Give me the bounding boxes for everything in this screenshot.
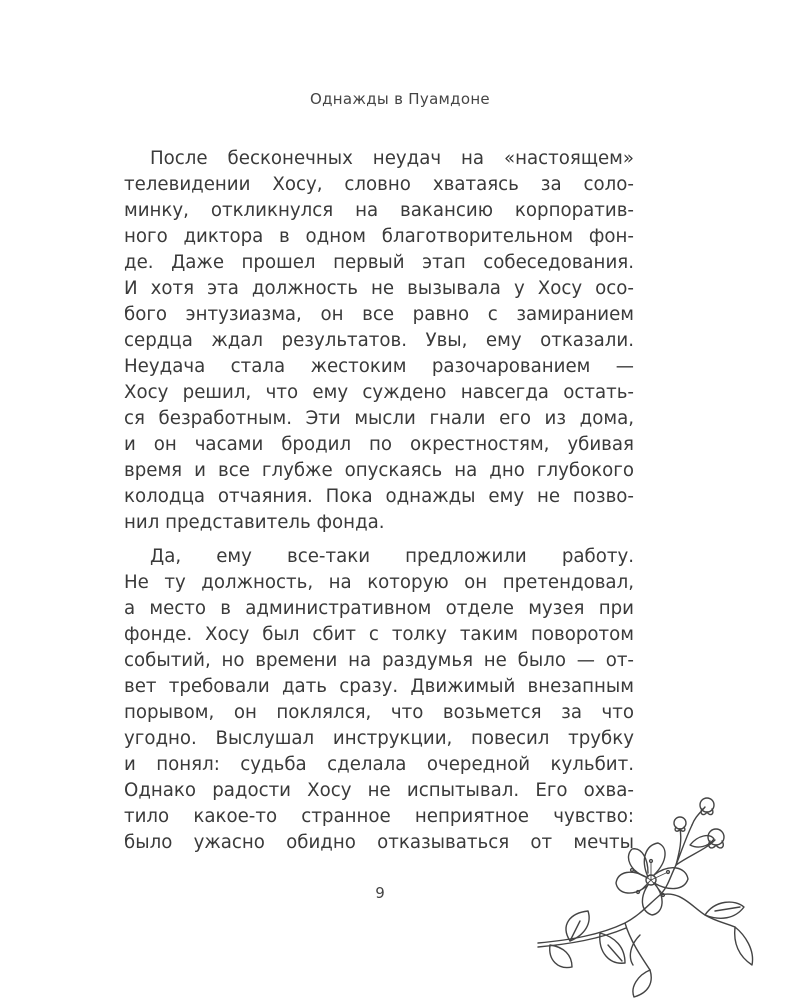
paragraph-1-line-3: минку, откликнулся на вакансию корпоратив- [124,200,634,221]
running-head: Однажды в Пуамдоне [310,90,490,108]
paragraph-2-line-9: и понял: судьба сделала очередной кульбит. [124,754,634,775]
paragraph-2-line-2: Не ту должность, на которую он претендовал, [124,572,634,593]
page-body [124,146,634,856]
paragraph-1-line-12: и он часами бродил по окрестностям, убивая [124,434,634,455]
paragraph-1-line-15: нил представитель фонда. [124,512,385,533]
paragraph-2-line-4: фонде. Хосу был сбит с толку таким поворотом [124,624,634,645]
paragraph-2-line-6: вет требовали дать сразу. Движимый внезапным [124,676,634,697]
paragraph-1-line-1: После бесконечных неудач на «настоящем» [150,148,634,169]
paragraph-2-line-5: событий, но времени на раздумья не было — от- [124,650,634,671]
paragraph-2-line-10: Однако радости Хосу не испытывал. Его охва- [124,780,634,801]
flowering-branch-icon [530,795,800,1000]
paragraph-2-line-8: угодно. Выслушал инструкции, повесил трубку [124,728,634,749]
paragraph-1-line-6: И хотя эта должность не вызывала у Хосу осо- [124,278,634,299]
paragraph-2-line-12: было ужасно обидно отказываться от мечты [124,832,634,853]
paragraph-1-line-8: сердца ждал результатов. Увы, ему отказали. [124,330,634,351]
paragraph-1-line-2: телевидении Хосу, словно хватаясь за соло- [124,174,634,195]
paragraph-2-line-11: тило какое-то странное неприятное чувство: [124,806,634,827]
paragraph-2-line-1: Да, ему все-таки предложили работу. [150,546,634,567]
paragraph-2-line-3: а место в административном отделе музея при [124,598,634,619]
paragraph-1-line-4: ного диктора в одном благотворительном фон- [124,226,634,247]
paragraph-1-line-13: время и все глубже опускаясь на дно глубокого [124,460,634,481]
paragraph-1-line-9: Неудача стала жестоким разочарованием — [124,356,634,377]
paragraph-1-line-7: бого энтузиазма, он все равно с замиранием [124,304,634,325]
paragraph-2-line-7: порывом, он поклялся, что возьмется за что [124,702,634,723]
paragraph-1-line-11: ся безработным. Эти мысли гнали его из дома, [124,408,634,429]
page-number: 9 [375,884,385,902]
paragraph-1-line-10: Хосу решил, что ему суждено навсегда остать- [124,382,634,403]
paragraph-1-line-5: де. Даже прошел первый этап собеседования. [124,252,634,273]
paragraph-1-line-14: колодца отчаяния. Пока однажды ему не позво- [124,486,634,507]
